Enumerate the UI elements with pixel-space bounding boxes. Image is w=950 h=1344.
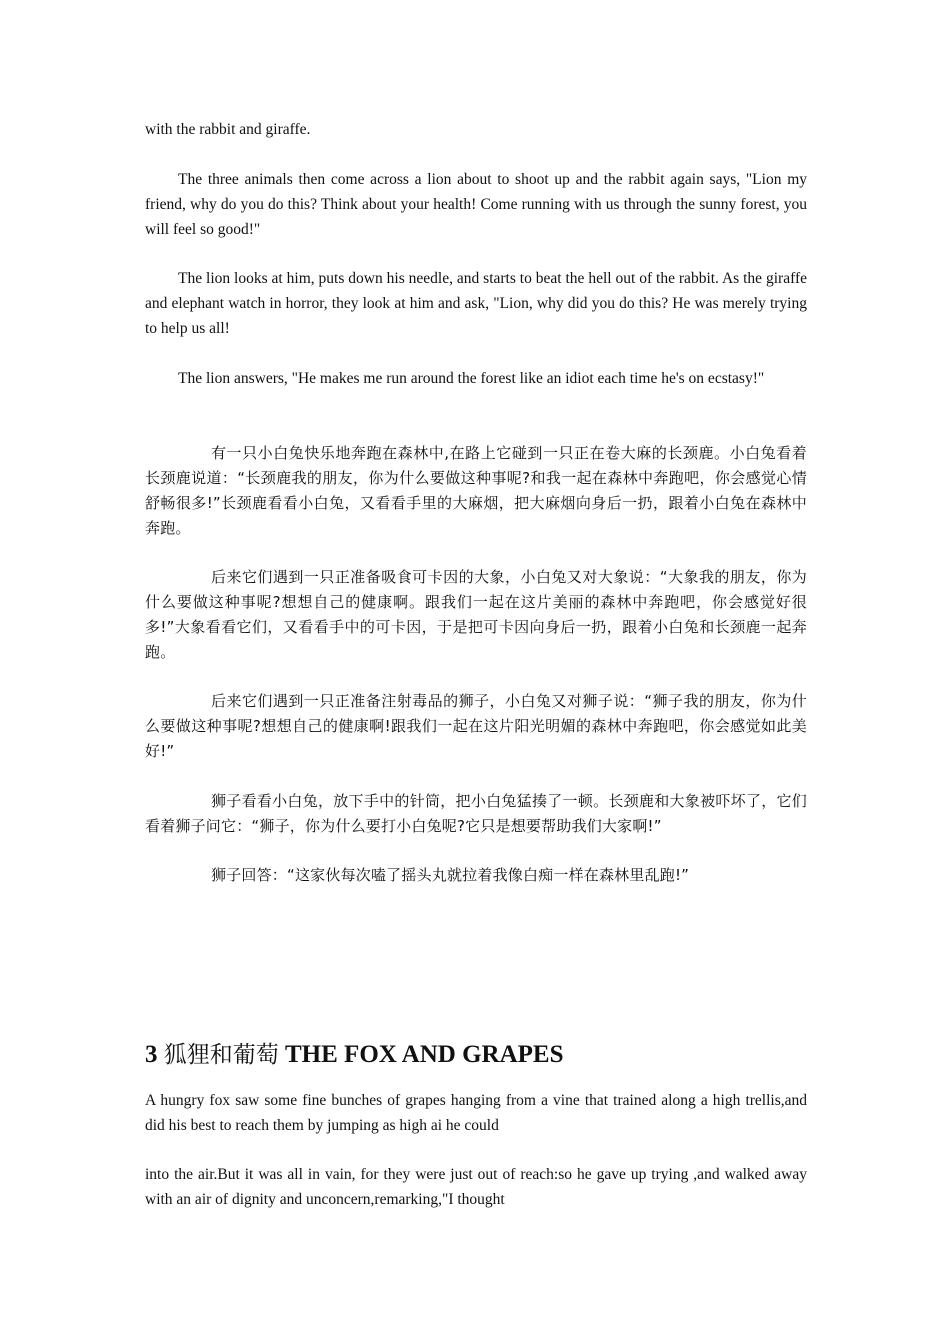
story2-zh-paragraph-3: 后来它们遇到一只正准备注射毒品的狮子，小白兔又对狮子说：“狮子我的朋友，你为什么要做这种事呢?想想自己的健康啊!跟我们一起在这片阳光明媚的森林中奔跑吧，你会感觉如此美好!” <box>145 692 807 760</box>
story2-zh-paragraph-1: 有一只小白兔快乐地奔跑在森林中,在路上它碰到一只正在卷大麻的长颈鹿。小白兔看着长颈鹿说道：“长颈鹿我的朋友，你为什么要做这种事呢?和我一起在森林中奔跑吧，你会感觉心情舒畅很多!”长颈鹿看看小白兔，又看看手里的大麻烟，把大麻烟向身后一扔，跟着小白兔在森林中奔跑。 <box>145 444 807 537</box>
story2-en-paragraph-1: The three animals then come across a lion about to shoot up and the rabbit again says, "Lion my friend, why do you do this? Think about your health! Come running with us through the sunny forest, you will feel so good!" <box>145 171 807 238</box>
story3-heading-english: THE FOX AND GRAPES <box>285 1041 564 1068</box>
story2-en-paragraph-2: The lion looks at him, puts down his needle, and starts to beat the hell out of the rabbit. As the giraffe and elephant watch in horror, they look at him and ask, "Lion, why did you do this? He was merely trying to help us all! <box>145 270 807 337</box>
story2-en-paragraph-3: The lion answers, "He makes me run around the forest like an idiot each time he's on ecstasy!" <box>178 370 765 387</box>
story2-zh-paragraph-2: 后来它们遇到一只正准备吸食可卡因的大象，小白兔又对大象说：“大象我的朋友，你为什么要做这种事呢?想想自己的健康啊。跟我们一起在这片美丽的森林中奔跑吧，你会感觉好很多!”大象看看它们，又看看手中的可卡因，于是把可卡因向身后一扔，跟着小白兔和长颈鹿一起奔跑。 <box>145 568 807 661</box>
story2-zh-paragraph-4: 狮子看看小白兔，放下手中的针筒，把小白兔猛揍了一顿。长颈鹿和大象被吓坏了，它们看着狮子问它：“狮子，你为什么要打小白兔呢?它只是想要帮助我们大家啊!” <box>145 792 807 835</box>
story3-paragraph-1: A hungry fox saw some fine bunches of grapes hanging from a vine that trained along a high trellis,and did his best to reach them by jumping as high ai he could <box>145 1092 807 1134</box>
story2-en-paragraph-0: with the rabbit and giraffe. <box>145 121 311 138</box>
story3-heading <box>145 1038 564 1072</box>
story3-heading-chinese: 狐狸和葡萄 <box>163 1042 279 1068</box>
story2-zh-paragraph-5: 狮子回答：“这家伙每次嗑了摇头丸就拉着我像白痴一样在森林里乱跑!” <box>211 866 690 884</box>
story3-heading-number: 3 <box>145 1041 158 1068</box>
story3-paragraph-2: into the air.But it was all in vain, for they were just out of reach:so he gave up trying ,and walked away with an air of dignity and unconcern,remarking,"I thought <box>145 1166 807 1208</box>
